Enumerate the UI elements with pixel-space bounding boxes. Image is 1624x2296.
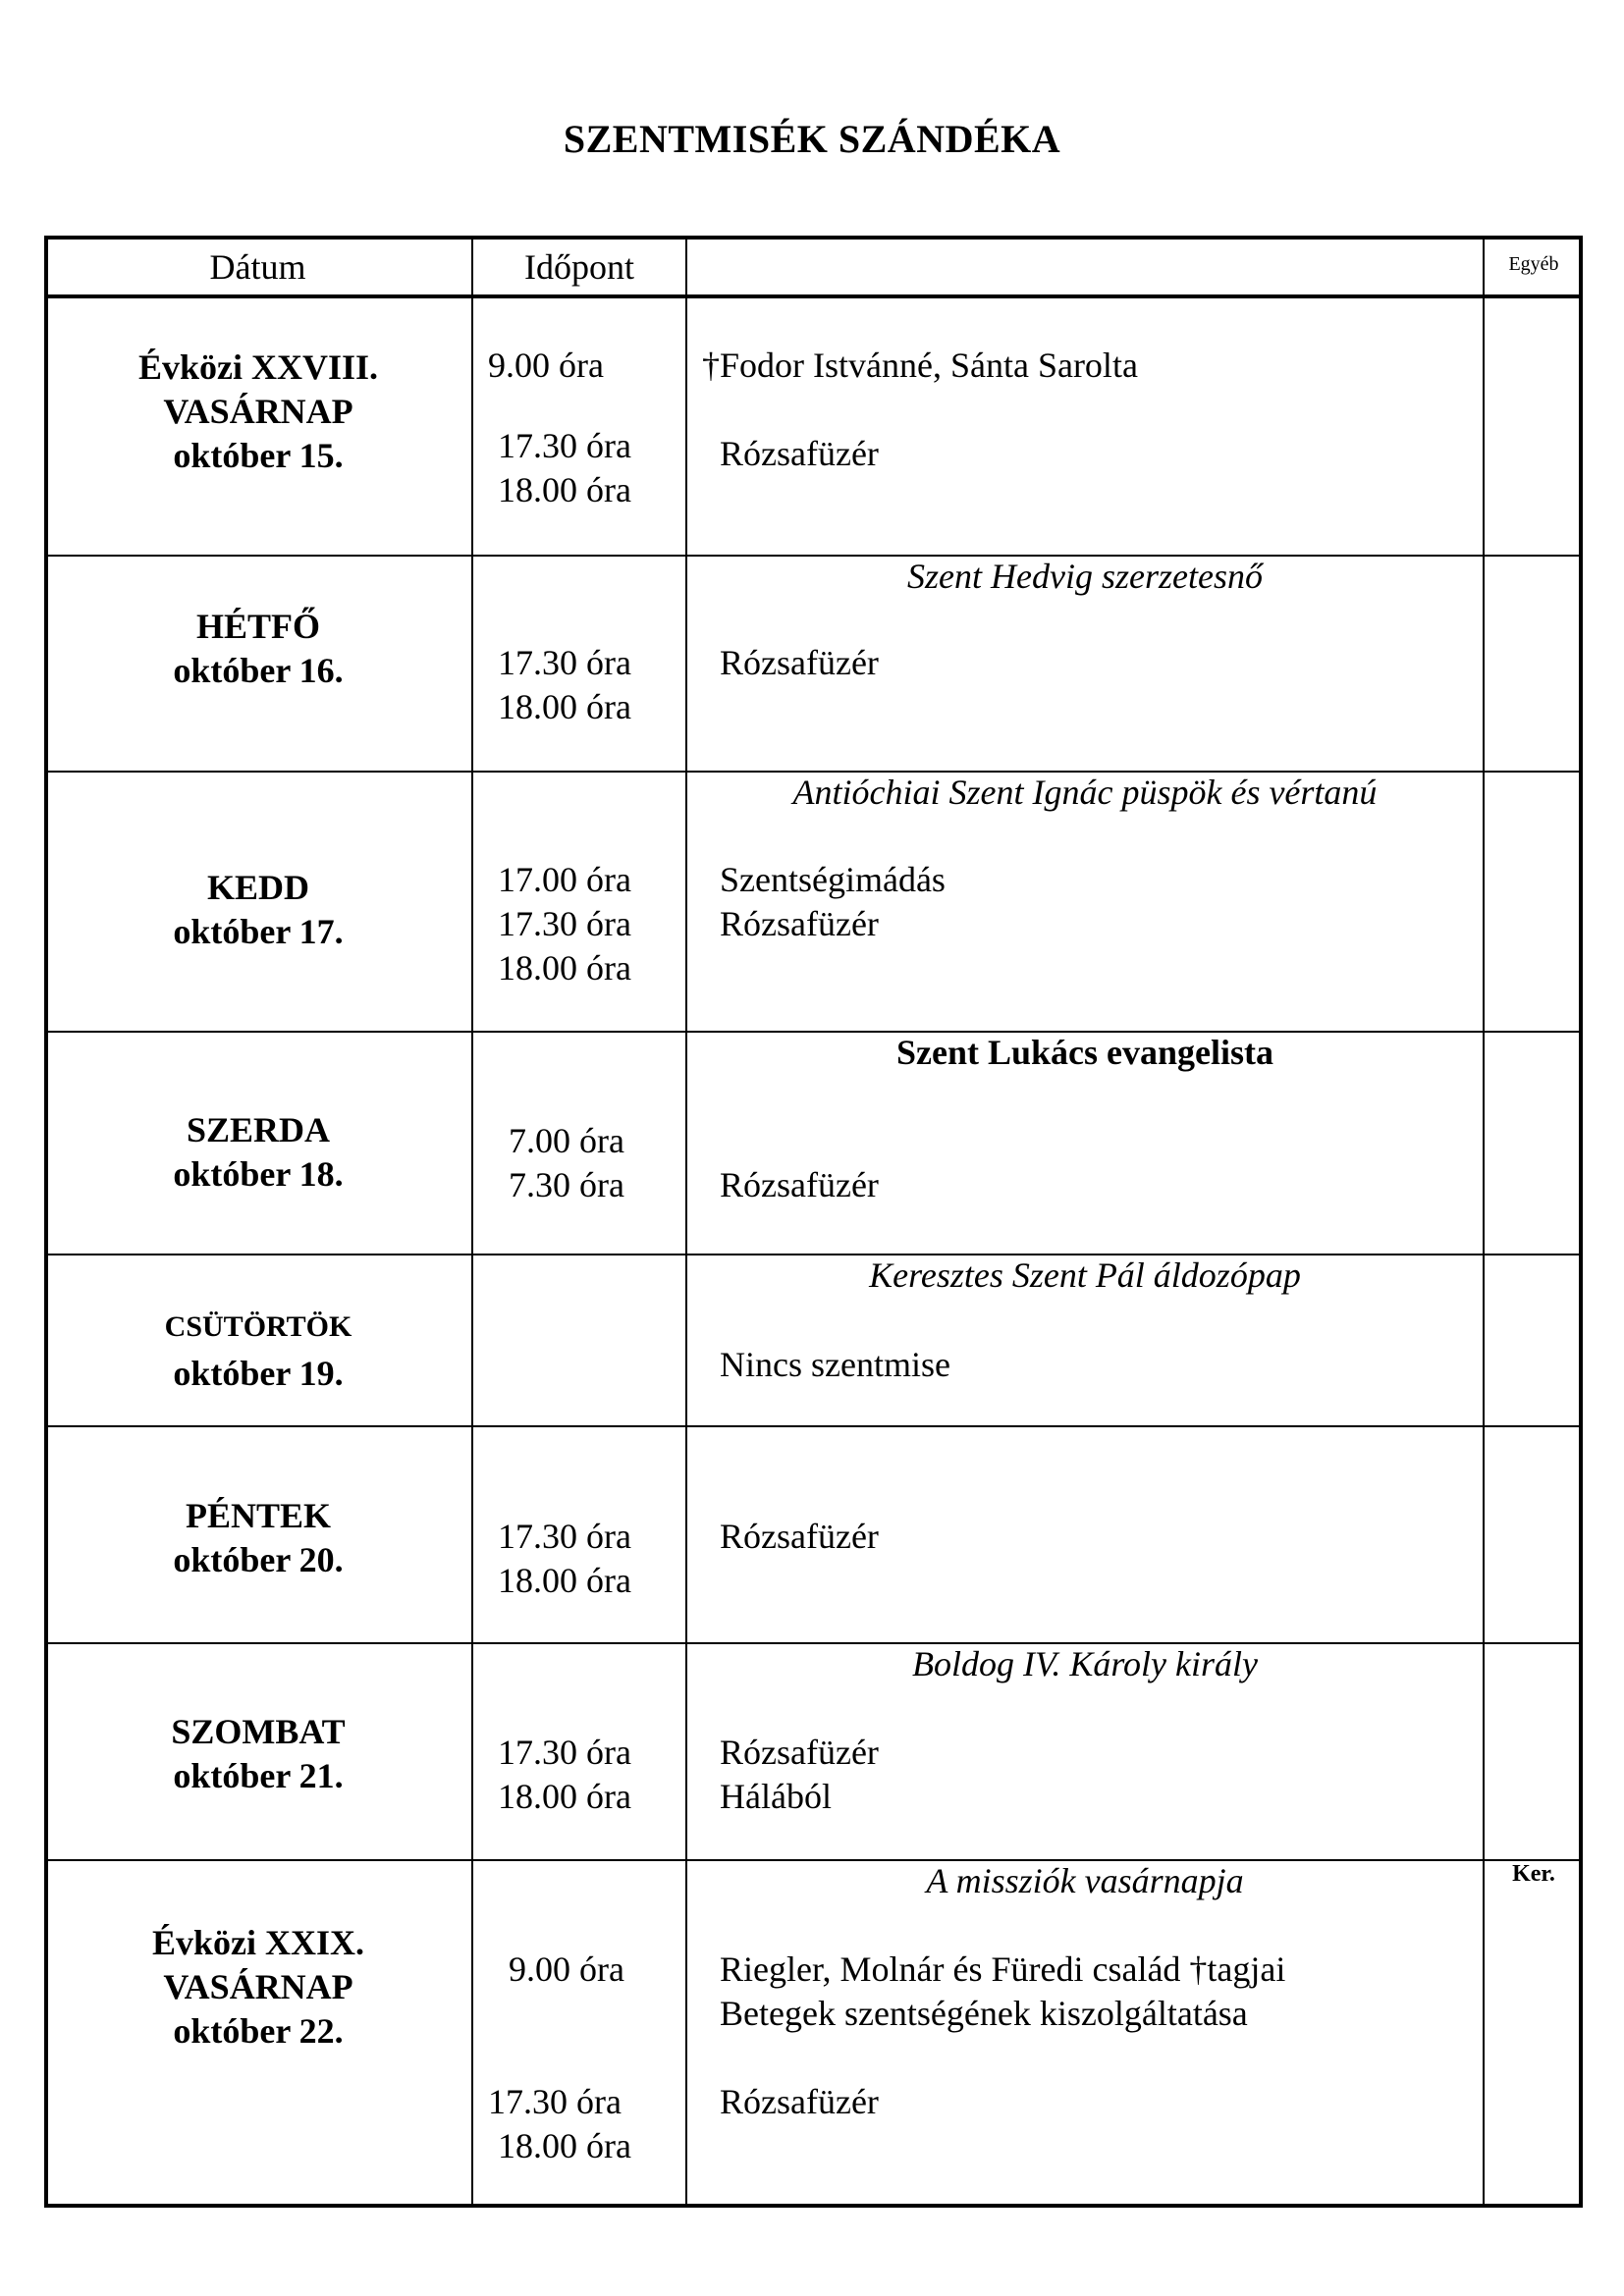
day-label: HÉTFŐ	[195, 607, 321, 646]
intention-text: Rózsafüzér	[720, 434, 879, 473]
intention-text: Rózsafüzér	[720, 643, 879, 682]
feast-name: Boldog IV. Károly király	[912, 1644, 1258, 1683]
intention-text: Rózsafüzér	[720, 1165, 879, 1204]
mass-time: 17.00 óra	[498, 860, 631, 899]
row-divider	[44, 1425, 1583, 1427]
day-label: Évközi XXVIII.	[137, 347, 379, 387]
day-label: CSÜTÖRTÖK	[164, 1310, 352, 1343]
intention-text: Riegler, Molnár és Füredi család †tagjai	[720, 1949, 1286, 1989]
header-date: Dátum	[209, 247, 306, 287]
header-divider	[44, 294, 1583, 298]
day-label: KEDD	[206, 868, 309, 907]
date-label: október 22.	[173, 2011, 344, 2051]
page-title: SZENTMISÉK SZÁNDÉKA	[563, 117, 1061, 161]
mass-time: 18.00 óra	[498, 687, 631, 726]
day-label: Évközi XXIX.	[151, 1923, 365, 1962]
schedule-table	[44, 236, 1583, 2208]
mass-time: 7.30 óra	[509, 1165, 624, 1204]
mass-time: 17.30 óra	[498, 1733, 631, 1772]
mass-time: 18.00 óra	[498, 470, 631, 509]
day-label: PÉNTEK	[185, 1496, 332, 1535]
date-label: október 15.	[173, 436, 344, 475]
mass-time: 17.30 óra	[488, 2082, 622, 2121]
date-label: október 19.	[173, 1354, 344, 1393]
mass-time: 9.00 óra	[509, 1949, 624, 1989]
day-label: VASÁRNAP	[163, 392, 353, 431]
other-note: Ker.	[1512, 1861, 1555, 1887]
feast-name: Keresztes Szent Pál áldozópap	[869, 1255, 1301, 1295]
intention-text: Rózsafüzér	[720, 1517, 879, 1556]
intention-text: Hálából	[720, 1777, 832, 1816]
date-label: október 17.	[173, 912, 344, 951]
mass-time: 17.30 óra	[498, 426, 631, 465]
feast-name: Antióchiai Szent Ignác püspök és vértanú	[792, 773, 1378, 812]
column-divider	[685, 236, 687, 2208]
mass-time: 17.30 óra	[498, 1517, 631, 1556]
intention-text: †Fodor Istvánné, Sánta Sarolta	[702, 346, 1138, 385]
mass-time: 18.00 óra	[498, 1777, 631, 1816]
date-label: október 18.	[173, 1154, 344, 1194]
column-divider	[1483, 236, 1485, 2208]
intention-text: Rózsafüzér	[720, 904, 879, 943]
feast-name: A missziók vasárnapja	[926, 1861, 1244, 1900]
mass-time: 7.00 óra	[509, 1121, 624, 1160]
mass-time: 9.00 óra	[488, 346, 604, 385]
column-divider	[471, 236, 473, 2208]
mass-time: 18.00 óra	[498, 2126, 631, 2165]
intention-text: Betegek szentségének kiszolgáltatása	[720, 1994, 1248, 2033]
mass-time: 18.00 óra	[498, 948, 631, 988]
day-label: SZOMBAT	[171, 1712, 346, 1751]
mass-time: 18.00 óra	[498, 1561, 631, 1600]
intention-text: Rózsafüzér	[720, 1733, 879, 1772]
date-label: október 21.	[173, 1756, 344, 1795]
header-time: Időpont	[524, 247, 634, 287]
date-label: október 20.	[173, 1540, 344, 1579]
feast-name: Szent Hedvig szerzetesnő	[907, 557, 1263, 596]
header-other: Egyéb	[1508, 253, 1559, 275]
day-label: VASÁRNAP	[163, 1967, 353, 2006]
day-label: SZERDA	[186, 1110, 331, 1149]
mass-time: 17.30 óra	[498, 904, 631, 943]
intention-text: Szentségimádás	[720, 860, 946, 899]
date-label: október 16.	[173, 651, 344, 690]
intention-text: Rózsafüzér	[720, 2082, 879, 2121]
feast-name: Szent Lukács evangelista	[895, 1033, 1273, 1072]
intention-text: Nincs szentmise	[720, 1345, 950, 1384]
mass-time: 17.30 óra	[498, 643, 631, 682]
